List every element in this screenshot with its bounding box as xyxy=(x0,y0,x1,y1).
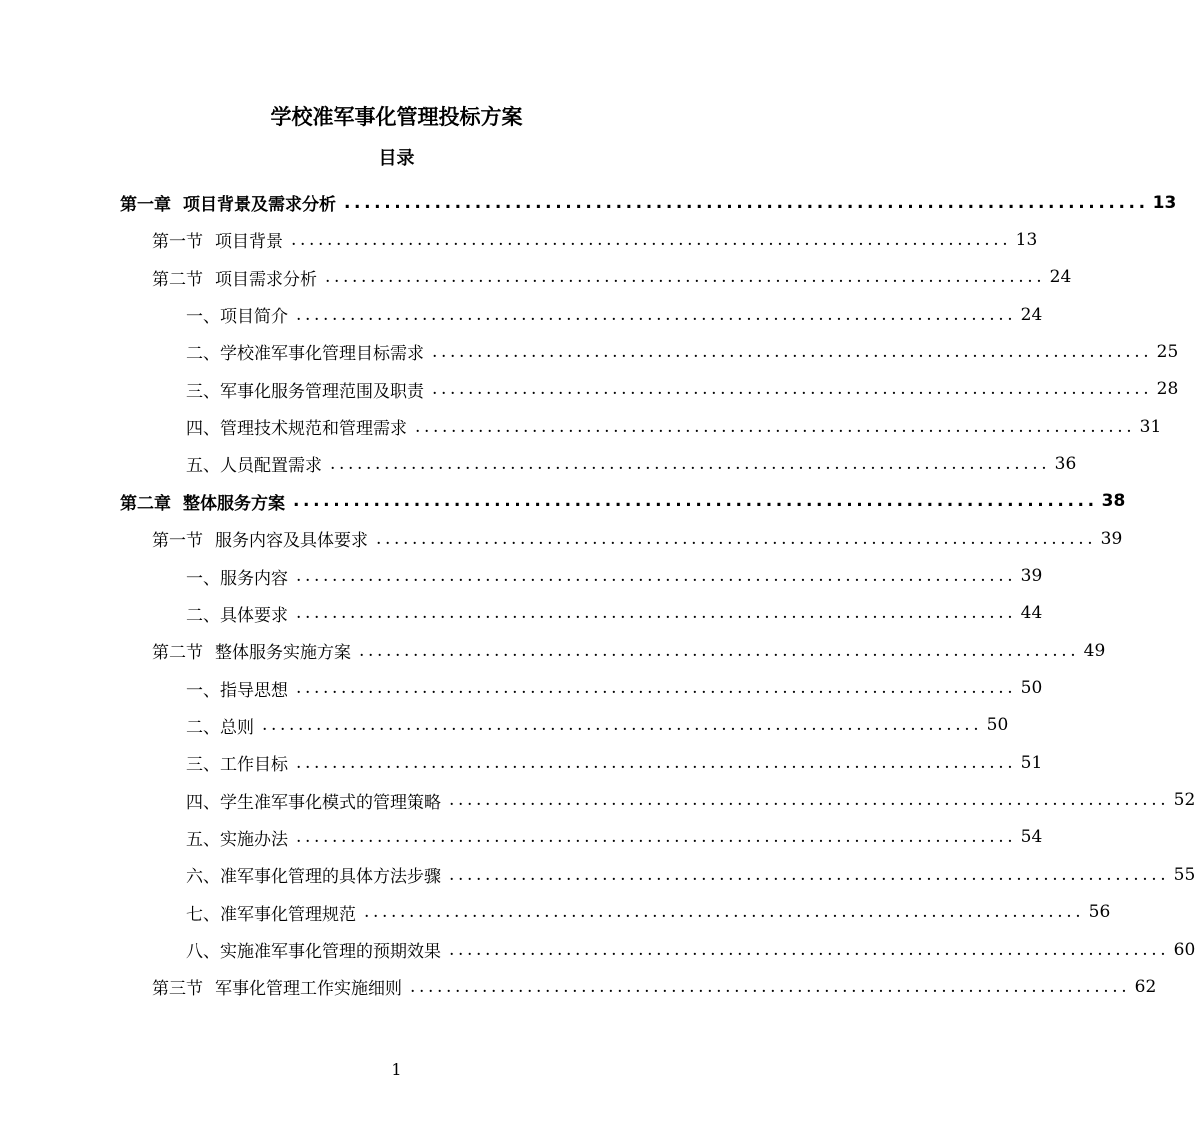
dot-leader: ................................................................................ xyxy=(359,640,1080,661)
toc-entry-text: 实施办法 xyxy=(220,829,288,850)
toc-entry-title xyxy=(0,227,283,252)
toc-entry-title xyxy=(0,862,441,887)
toc-entry-title xyxy=(0,451,322,476)
toc-entry-title xyxy=(0,414,407,439)
toc-entry-title xyxy=(0,676,288,701)
toc-entry[interactable] xyxy=(0,931,1195,968)
toc-entry-page: 39 xyxy=(1100,528,1123,549)
toc-entry[interactable] xyxy=(0,968,1157,1005)
dot-leader: ................................................................................ xyxy=(376,528,1097,549)
dot-leader: ................................................................................ xyxy=(296,566,1017,586)
toc-entry-page: 24 xyxy=(1049,267,1072,288)
toc-entry[interactable] xyxy=(0,520,1123,557)
toc-entry-text: 具体要求 xyxy=(220,605,288,626)
toc-entry-text: 军事化服务管理范围及职责 xyxy=(220,381,424,402)
toc-entry-page: 36 xyxy=(1054,453,1077,474)
toc-entry-label: 第二章 xyxy=(120,493,171,514)
toc-entry-title xyxy=(0,974,402,999)
dot-leader: ................................................................................ xyxy=(293,491,1098,512)
toc-entry[interactable] xyxy=(0,782,1195,819)
toc-entry[interactable] xyxy=(0,184,1177,221)
toc-entry-title xyxy=(0,937,441,962)
toc-entry-label: 第一节 xyxy=(152,232,203,253)
toc-entry-title xyxy=(0,750,288,775)
toc-entry-text: 准军事化管理规范 xyxy=(220,904,356,925)
toc-entry-page: 62 xyxy=(1134,976,1157,997)
toc-entry-title xyxy=(0,788,441,813)
toc-entry-page: 54 xyxy=(1020,827,1043,848)
dot-leader: ................................................................................ xyxy=(296,603,1017,624)
toc-entry-page: 38 xyxy=(1101,491,1126,512)
toc-entry-page: 52 xyxy=(1173,790,1195,811)
toc-entry[interactable] xyxy=(0,819,1043,856)
toc-entry-label: 第二节 xyxy=(152,269,203,290)
dot-leader: ................................................................................ xyxy=(364,902,1085,923)
toc-entry-text: 整体服务实施方案 xyxy=(215,643,351,664)
toc-entry-label: 四、 xyxy=(186,792,220,813)
toc-entry-label: 三、 xyxy=(186,381,220,402)
toc-entry-label: 五、 xyxy=(186,456,220,477)
toc-entry-page: 60 xyxy=(1173,939,1195,960)
toc-entry[interactable] xyxy=(0,408,1162,445)
toc-entry-label: 六、 xyxy=(186,867,220,888)
toc-entry-title xyxy=(0,489,285,514)
toc-entry-text: 准军事化管理的具体方法步骤 xyxy=(220,867,441,888)
toc-entry-page: 25 xyxy=(1156,341,1179,362)
dot-leader: ................................................................................ xyxy=(296,752,1017,773)
dot-leader: ................................................................................ xyxy=(262,715,983,736)
dot-leader: ................................................................................ xyxy=(449,864,1170,885)
toc-heading: 目录 xyxy=(378,148,415,169)
toc-entry-text: 人员配置需求 xyxy=(220,456,322,477)
dot-leader: ................................................................................ xyxy=(432,379,1153,400)
dot-leader: ................................................................................ xyxy=(296,678,1017,699)
toc-entry-title xyxy=(0,190,336,215)
toc-entry-label: 一、 xyxy=(186,680,220,701)
toc-entry-title xyxy=(0,377,424,402)
toc-entry-text: 军事化管理工作实施细则 xyxy=(215,979,402,1000)
dot-leader: ................................................................................ xyxy=(296,827,1017,848)
toc-entry-title xyxy=(0,526,368,551)
toc-entry-label: 二、 xyxy=(186,717,220,738)
dot-leader: ................................................................................ xyxy=(449,939,1170,960)
toc-entry-label: 第一章 xyxy=(120,195,171,215)
toc-entry-label: 一、 xyxy=(186,568,220,589)
toc-entry-title xyxy=(0,302,288,327)
toc-entry[interactable] xyxy=(0,744,1043,781)
toc-entry-page: 56 xyxy=(1088,902,1111,923)
toc-entry-text: 项目简介 xyxy=(220,307,288,328)
toc-entry-page: 13 xyxy=(1152,192,1177,213)
toc-entry-text: 项目需求分析 xyxy=(215,269,317,290)
dot-leader: ................................................................................ xyxy=(296,304,1017,325)
toc-entry-page: 13 xyxy=(1015,229,1038,250)
toc-entry-title xyxy=(0,265,317,290)
toc-entry[interactable] xyxy=(0,558,1043,595)
toc-entry[interactable] xyxy=(0,445,1077,482)
dot-leader: ................................................................................ xyxy=(325,267,1046,288)
toc-entry[interactable] xyxy=(0,296,1043,333)
dot-leader: ................................................................................ xyxy=(291,229,1012,250)
dot-leader: ................................................................................ xyxy=(410,976,1131,997)
toc-entry[interactable] xyxy=(0,856,1195,893)
toc-entry-text: 项目背景及需求分析 xyxy=(183,195,336,215)
toc-entry-page: 50 xyxy=(1020,678,1043,699)
toc-entry-text: 指导思想 xyxy=(220,680,288,701)
toc-entry[interactable] xyxy=(0,483,1126,520)
toc-entry-title xyxy=(0,825,288,850)
toc-entry[interactable] xyxy=(0,894,1111,931)
toc-entry-label: 第一节 xyxy=(152,531,203,552)
toc-entry-page: 24 xyxy=(1020,304,1043,325)
toc-entry-title xyxy=(0,339,424,364)
toc-entry-title xyxy=(0,900,356,925)
toc-entry-label: 二、 xyxy=(186,605,220,626)
toc-entry-label: 第三节 xyxy=(152,979,203,1000)
page-number: 1 xyxy=(391,1060,402,1079)
toc-entry-text: 项目背景 xyxy=(215,232,283,253)
toc-entry[interactable] xyxy=(0,595,1043,632)
toc-entry-page: 44 xyxy=(1020,603,1043,624)
toc-entry-text: 学校准军事化管理目标需求 xyxy=(220,344,424,365)
toc-entry-text: 总则 xyxy=(220,717,254,738)
toc-entry[interactable] xyxy=(0,333,1179,370)
toc-entry-title xyxy=(0,601,288,626)
toc-entry-label: 第二节 xyxy=(152,643,203,664)
toc-entry-label: 三、 xyxy=(186,755,220,776)
toc-entry-title xyxy=(0,638,351,663)
toc-entry-title xyxy=(0,564,288,589)
toc-entry-text: 管理技术规范和管理需求 xyxy=(220,419,407,440)
toc-entry-text: 服务内容 xyxy=(220,568,288,589)
toc-entry-text: 工作目标 xyxy=(220,755,288,776)
toc-entry[interactable] xyxy=(0,259,1072,296)
toc-entry-page: 55 xyxy=(1173,864,1195,885)
toc-entry-page: 39 xyxy=(1020,566,1043,586)
toc-entry-text: 学生准军事化模式的管理策略 xyxy=(220,792,441,813)
toc-entry-title xyxy=(0,713,254,738)
dot-leader: ................................................................................ xyxy=(344,192,1149,213)
toc-entry[interactable] xyxy=(0,707,1009,744)
dot-leader: ................................................................................ xyxy=(432,341,1153,362)
toc-entry[interactable] xyxy=(0,670,1043,707)
toc-entry-text: 服务内容及具体要求 xyxy=(215,531,368,552)
document-title: 学校准军事化管理投标方案 xyxy=(270,105,523,129)
toc-entry[interactable] xyxy=(0,221,1038,258)
toc-entry-page: 51 xyxy=(1020,752,1043,773)
toc-entry-label: 五、 xyxy=(186,829,220,850)
toc-entry-text: 实施准军事化管理的预期效果 xyxy=(220,942,441,962)
toc-entry-label: 七、 xyxy=(186,904,220,925)
toc-entry-page: 31 xyxy=(1139,416,1162,437)
dot-leader: ................................................................................ xyxy=(330,453,1051,474)
toc-entry-label: 一、 xyxy=(186,307,220,328)
toc-entry-page: 28 xyxy=(1156,379,1179,400)
toc-entry-label: 八、 xyxy=(186,942,220,962)
toc-entry-page: 50 xyxy=(986,715,1009,736)
toc-entry[interactable] xyxy=(0,632,1106,669)
dot-leader: ................................................................................ xyxy=(449,790,1170,811)
dot-leader: ................................................................................ xyxy=(415,416,1136,437)
toc-entry-text: 整体服务方案 xyxy=(183,493,285,514)
toc-entry-label: 四、 xyxy=(186,419,220,440)
toc-entry-label: 二、 xyxy=(186,344,220,365)
toc-entry-page: 49 xyxy=(1083,640,1106,661)
toc-entry[interactable] xyxy=(0,371,1179,408)
